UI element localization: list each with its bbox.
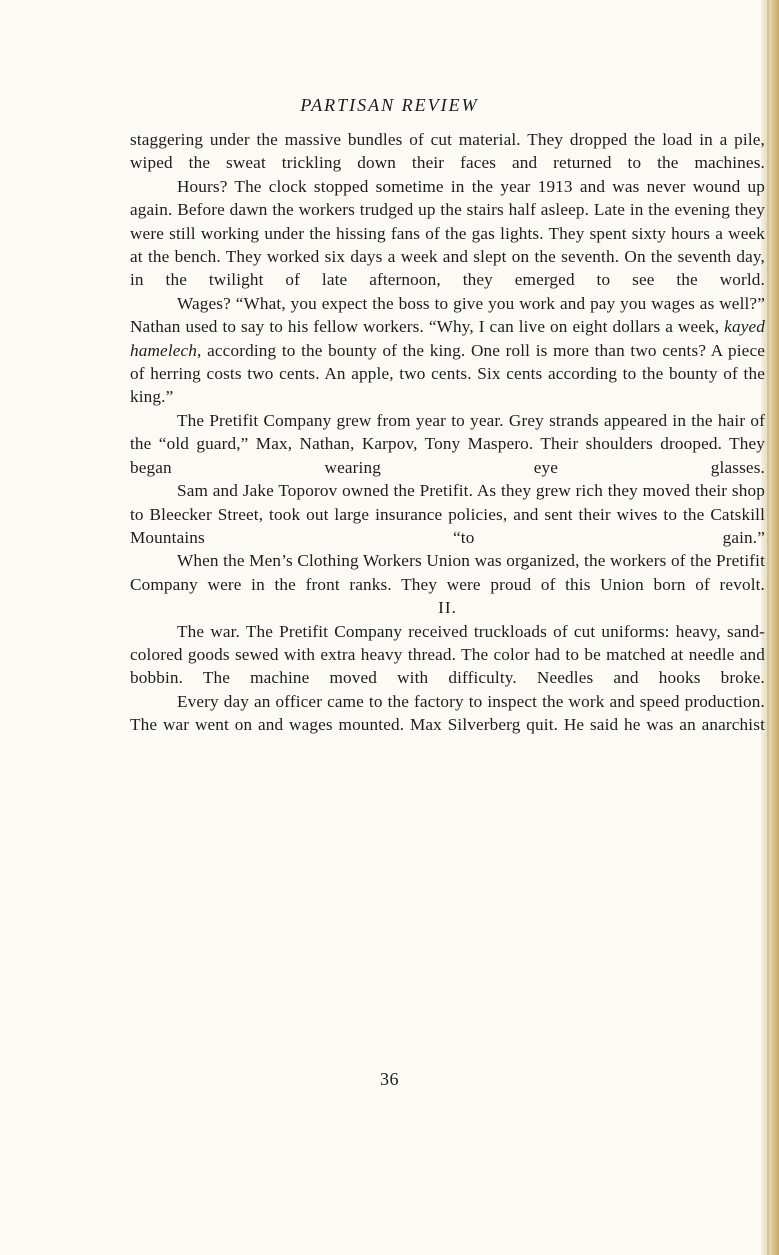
paragraph-4: The Pretifit Company grew from year to year. Grey strands appeared in the hair of the “old guard,” Max, Nathan, Karpov, Tony Maspero. Their shoulders drooped. They began wearing eye glasses. [130,410,765,477]
paragraph-3 [130,292,765,409]
page-body [130,128,765,737]
paragraph-6: When the Men’s Clothing Workers Union was organized, the workers of the Pretifit Company were in the front ranks. They were proud of this Union born of revolt. [130,551,765,594]
page-number: 36 [380,1069,399,1089]
paragraph-7: The war. The Pretifit Company received truckloads of cut uniforms: heavy, sand-colored goods sewed with extra heavy thread. The color had to be matched at needle and bobbin. The machine moved with difficulty. Needles and hooks broke. [130,621,765,688]
paragraph-2: Hours? The clock stopped sometime in the year 1913 and was never wound up again. Before dawn the workers trudged up the stairs half asleep. Late in the evening they were still working under the hissing fans of the gas lights. They spent sixty hours a week at the bench. They worked six days a week and slept on the seventh. On the seventh day, in the twilight of late afternoon, they emerged to see the world. [130,176,765,290]
paragraph-1: staggering under the massive bundles of cut material. They dropped the load in a pile, wiped the sweat trickling down their faces and returned to the machines. [130,130,765,173]
paragraph-3-part-1: Wages? “What, you expect the boss to give you work and pay you wages as well?” Nathan used to say to his fellow workers. “Why, I can live on eight dollars a week, [130,293,765,337]
paragraph-8: Every day an officer came to the factory to inspect the work and speed production. The war went on and wages mounted. Max Silverberg quit. He said he was an anarchist [130,691,765,735]
paragraph-3-italic-phrase: kayed hamelech, [130,317,765,360]
running-header: PARTISAN REVIEW [300,95,479,115]
paragraph-3-part-2: according to the bounty of the king. One roll is more than two cents? A piece of herring costs two cents. An apple, two cents. Six cents according to the bounty of the king.” [130,340,765,407]
section-heading: II. [438,598,457,618]
paragraph-5: Sam and Jake Toporov owned the Pretifit. As they grew rich they moved their shop to Bleecker Street, took out large insurance policies, and sent their wives to the Catskill Mountains “to gain.” [130,481,765,547]
